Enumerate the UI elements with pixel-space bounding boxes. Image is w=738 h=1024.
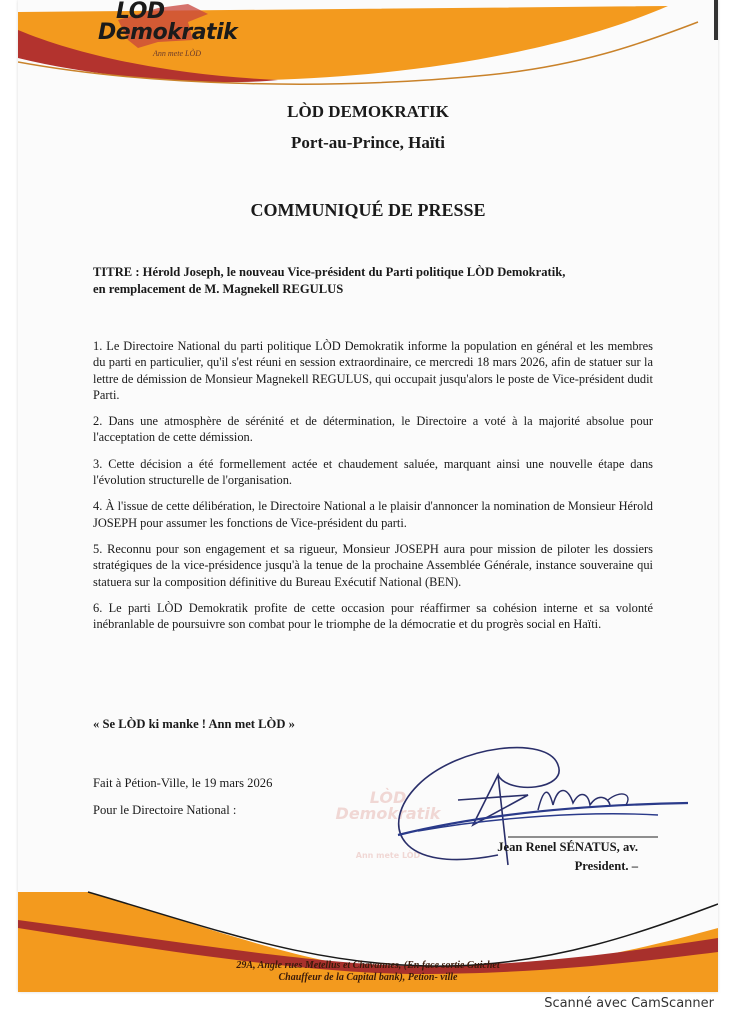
signatory-title: President. – bbox=[574, 859, 638, 873]
page-edge-shadow bbox=[714, 0, 718, 40]
paragraph-2: 2. Dans une atmosphère de sérénité et de détermination, le Directoire a voté à la majorité absolue pour l'acceptation de cette démission. bbox=[93, 414, 653, 445]
stamp-line3: Ann mete LÒD bbox=[355, 851, 421, 860]
logo-line2: Demokratik bbox=[98, 19, 238, 45]
subject-heading bbox=[93, 264, 653, 298]
paragraph-5: 5. Reconnu pour son engagement et sa rigueur, Monsieur JOSEPH aura pour mission de piloter les dossiers stratégiques de la vice-présidence jusqu'à la tenue de la prochaine Assemblée Générale, instance souveraine qui statuera sur la composition définitive du Bureau Exécutif National (BEN). bbox=[93, 541, 653, 589]
subject-line-1: TITRE : Hérold Joseph, le nouveau Vice-président du Parti politique LÒD Demokratik, bbox=[93, 265, 566, 279]
footer-address bbox=[18, 960, 718, 984]
logo-tagline: Ann mete LÒD bbox=[153, 48, 201, 58]
camscanner-watermark: Scanné avec CamScanner bbox=[544, 996, 714, 1011]
footer-address-line1: 29A, Angle rues Metellus et Chavannes, (En face sortie Guichet bbox=[236, 960, 500, 971]
paragraph-4: 4. À l'issue de cette délibération, le Directoire National a le plaisir d'annoncer la nomination de Monsieur Hérold JOSEPH pour assumer les fonctions de Vice-président du parti. bbox=[93, 499, 653, 530]
signatory-name: Jean Renel SÉNATUS, av. bbox=[497, 840, 638, 854]
paragraph-6: 6. Le parti LÒD Demokratik profite de cette occasion pour réaffirmer sa cohésion interne et sa volonté inébranlable de poursuivre son combat pour le triomphe de la démocratie et du progrès social en Haïti. bbox=[93, 600, 653, 632]
for-directoire-label: Pour le Directoire National : bbox=[93, 803, 237, 817]
document-page bbox=[18, 0, 718, 992]
stamp-line1: LÒD bbox=[369, 788, 407, 807]
place-and-date: Fait à Pétion-Ville, le 19 mars 2026 bbox=[93, 776, 273, 790]
paragraph-3: 3. Cette décision a été formellement actée et chaudement saluée, marquant ainsi une nouvelle étape dans l'évolution structurelle de l'organisation. bbox=[93, 456, 653, 488]
signatory-block bbox=[497, 838, 638, 876]
paragraph-1: 1. Le Directoire National du parti politique LÒD Demokratik informe la population en général et les membres du parti en particulier, qu'il s'est réuni en session extraordinaire, ce mercredi 18 mars 2026, afin de statuer sur la lettre de démission de Monsieur Magnekell REGULUS, qui occupait jusqu'alors le poste de Vice-président dudit Parti. bbox=[93, 339, 653, 402]
party-logo bbox=[98, 2, 237, 57]
communique-body bbox=[93, 338, 653, 642]
logo-line1: LÒD bbox=[116, 0, 165, 24]
subject-line-2: en remplacement de M. Magnekell REGULUS bbox=[93, 282, 344, 296]
org-name: LÒD DEMOKRATIK bbox=[287, 102, 449, 121]
party-motto: « Se LÒD ki manke ! Ann met LÒD » bbox=[93, 717, 295, 731]
footer-address-line2: Chauffeur de la Capital bank), Petion- ville bbox=[278, 972, 458, 983]
document-title: COMMUNIQUÉ DE PRESSE bbox=[250, 200, 486, 220]
stamp-line2: Demokratik bbox=[335, 804, 441, 823]
org-city: Port-au-Prince, Haïti bbox=[291, 133, 445, 152]
